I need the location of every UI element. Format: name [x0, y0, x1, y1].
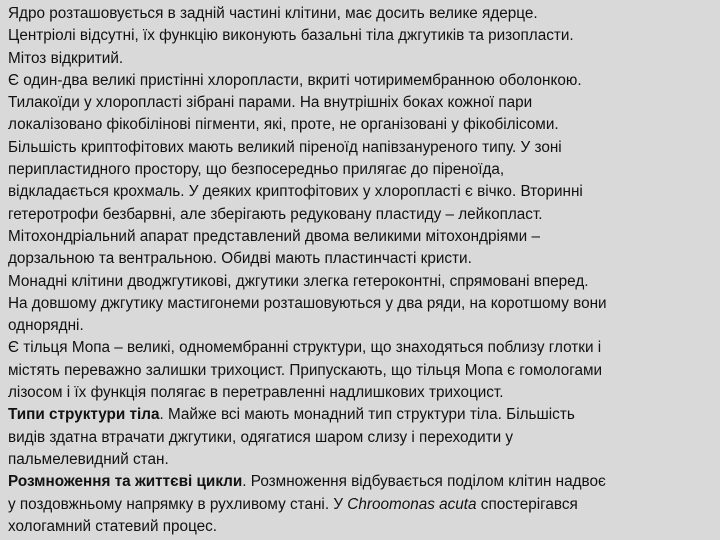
reproduction-text: у поздовжньому напрямку в рухливому стані. У [8, 495, 348, 513]
text-line: локалізовано фікобілінові пігменти, які, проте, не організовані у фікобілісоми. [8, 116, 559, 134]
text-line: Тилакоїди у хлоропласті зібрані парами. На внутрішніх боках кожної пари [8, 94, 533, 112]
structure-heading: Типи структури тіла [8, 406, 160, 424]
reproduction-text: спостерігався [476, 495, 578, 513]
structure-paragraph-line [8, 404, 712, 426]
structure-text: . Майже всі мають монадний тип структури тіла. Більшість [159, 406, 575, 424]
text-line: лізосом і їх функція полягає в перетравленні надлишкових трихоцист. [8, 384, 504, 402]
text-line: Центріолі відсутні, їх функцію виконують базальні тіла джгутиків та ризопласти. [8, 27, 574, 45]
text-line: Монадні клітини дводжгутикові, джгутики злегка гетероконтні, спрямовані вперед. [8, 272, 589, 290]
text-line: дорзальною та вентральною. Обидві мають пластинчасті кристи. [8, 250, 472, 268]
species-name: Chroomonas acuta [347, 495, 477, 513]
text-line: гетеротрофи безбарвні, але зберігають редуковану пластиду – лейкопласт. [8, 205, 543, 223]
text-line: Мітоз відкритий. [8, 49, 124, 67]
text-line: Є тільця Мопа – великі, одномембранні структури, що знаходяться поблизу глотки і [8, 339, 602, 357]
text-line: На довшому джгутику мастигонеми розташовуються у два ряди, на коротшому вони [8, 294, 607, 312]
text-line: містять переважно залишки трихоцист. Припускають, що тільця Мопа є гомологами [8, 361, 603, 379]
text-line: хологамний статевий процес. [8, 517, 218, 535]
text-line: Більшість криптофітових мають великий піреноїд напівзануреного типу. У зоні [8, 138, 562, 156]
reproduction-heading: Розмноження та життєві цикли [8, 473, 243, 491]
text-line: перипластидного простору, що безпосередньо прилягає до піреноїда, [8, 161, 505, 179]
reproduction-paragraph-line [8, 471, 712, 493]
text-line: відкладається крохмаль. У деяких криптофітових у хлоропласті є вічко. Вторинні [8, 183, 583, 201]
reproduction-paragraph-line [8, 494, 712, 516]
text-line: однорядні. [8, 317, 84, 335]
reproduction-text: . Розмноження відбувається поділом клітин надвоє [242, 473, 606, 491]
text-line: видів здатна втрачати джгутики, одягатися шаром слизу і переходити у [8, 428, 514, 446]
text-line: Мітохондріальний апарат представлений двома великими мітохондріями – [8, 227, 540, 245]
text-line: Ядро розташовується в задній частині клітини, має досить велике ядерце. [8, 5, 538, 22]
text-line: пальмелевидний стан. [8, 450, 169, 468]
text-line: Є один-два великі пристінні хлоропласти, вкриті чотиримембранною оболонкою. [8, 71, 582, 89]
